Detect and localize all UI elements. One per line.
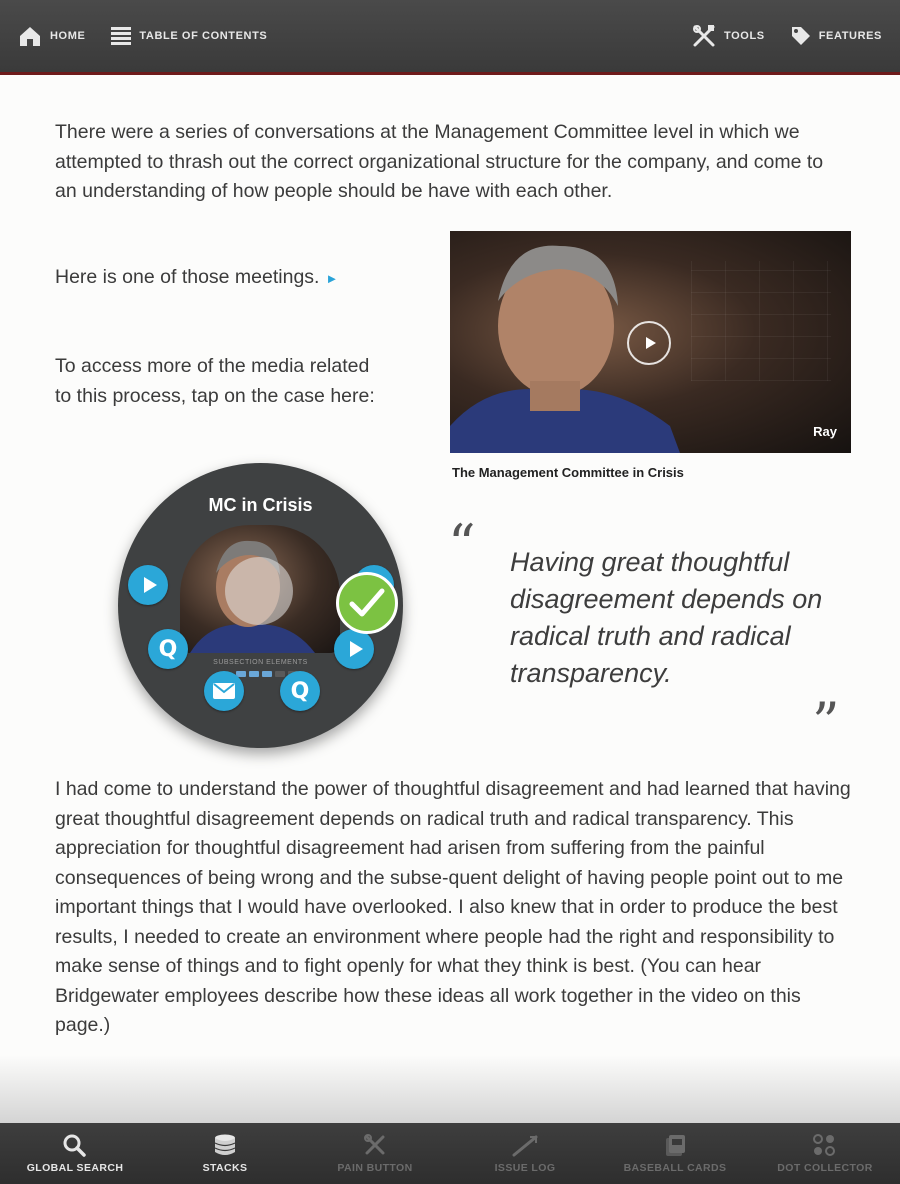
scroll-fade bbox=[0, 1055, 900, 1123]
play-icon bbox=[646, 337, 656, 349]
intro-paragraph: There were a series of conversations at the Management Committee level in which we attempted to thrash out the correct organizational structure for the company, and come to an understanding of how people should be have with each other. bbox=[55, 121, 824, 202]
tools-label: TOOLS bbox=[724, 30, 765, 42]
features-button[interactable] bbox=[791, 26, 882, 46]
tab-label: PAIN BUTTON bbox=[337, 1162, 413, 1174]
list-icon bbox=[111, 27, 131, 45]
top-nav-bar bbox=[0, 0, 900, 75]
open-quote-mark: “ bbox=[448, 513, 476, 576]
tab-label: GLOBAL SEARCH bbox=[26, 1162, 124, 1174]
tools-button[interactable] bbox=[692, 24, 765, 48]
tag-icon bbox=[791, 26, 811, 46]
video-player[interactable] bbox=[450, 231, 851, 453]
envelope-icon bbox=[213, 683, 235, 699]
tab-baseball-cards[interactable] bbox=[600, 1133, 750, 1174]
tab-label: DOT COLLECTOR bbox=[777, 1162, 873, 1174]
table-of-contents-button[interactable] bbox=[111, 27, 267, 45]
toc-label: TABLE OF CONTENTS bbox=[139, 30, 268, 42]
baseball-cards-icon bbox=[663, 1133, 687, 1157]
features-label: FEATURES bbox=[818, 30, 882, 42]
case-subtitle: SUBSECTION ELEMENTS bbox=[213, 659, 308, 666]
quote-icon: Q bbox=[158, 636, 178, 662]
pull-quote: Having great thoughtful disagreement depends on radical truth and radical transparency. bbox=[510, 547, 823, 688]
tab-label: STACKS bbox=[202, 1162, 248, 1174]
home-label: HOME bbox=[50, 30, 86, 42]
home-icon bbox=[18, 25, 42, 47]
portrait-play-overlay bbox=[225, 557, 293, 625]
media-video-button[interactable] bbox=[334, 629, 374, 669]
search-icon bbox=[62, 1133, 88, 1157]
media-quote-button[interactable] bbox=[280, 671, 320, 711]
video-play-button[interactable] bbox=[627, 321, 671, 365]
meeting-link-text[interactable] bbox=[55, 266, 338, 289]
page-dot bbox=[249, 671, 259, 677]
close-quote-mark: ” bbox=[812, 691, 840, 754]
access-media-paragraph: To access more of the media related to this process, tap on the case here: bbox=[55, 355, 375, 407]
page-content bbox=[0, 78, 900, 1123]
bottom-tab-bar bbox=[0, 1123, 900, 1184]
home-button[interactable] bbox=[18, 25, 85, 47]
tab-stacks[interactable] bbox=[150, 1133, 300, 1174]
media-email-button[interactable] bbox=[204, 671, 244, 711]
issue-log-icon bbox=[512, 1133, 538, 1157]
checkmark-icon bbox=[349, 588, 385, 618]
page-dot bbox=[275, 671, 285, 677]
video-speaker-tag: Ray bbox=[813, 424, 837, 439]
tab-issue-log[interactable] bbox=[450, 1133, 600, 1174]
meeting-link-label: Here is one of those meetings. bbox=[55, 266, 320, 288]
pain-button-icon bbox=[363, 1133, 387, 1157]
page-dot bbox=[262, 671, 272, 677]
dot-collector-icon bbox=[812, 1133, 838, 1157]
case-title: MC in Crisis bbox=[208, 495, 313, 515]
quote-icon: Q bbox=[290, 678, 310, 704]
case-portrait bbox=[180, 525, 340, 653]
tools-icon bbox=[692, 24, 716, 48]
play-icon bbox=[144, 577, 157, 593]
play-icon bbox=[350, 641, 363, 657]
stacks-icon bbox=[213, 1133, 237, 1157]
video-caption: The Management Committee in Crisis bbox=[452, 465, 684, 480]
tab-global-search[interactable] bbox=[0, 1133, 150, 1174]
media-video-button[interactable] bbox=[128, 565, 168, 605]
viewed-checkmark-badge bbox=[336, 572, 398, 634]
tab-label: BASEBALL CARDS bbox=[623, 1162, 727, 1174]
tab-label: ISSUE LOG bbox=[494, 1162, 556, 1174]
media-quote-button[interactable] bbox=[148, 629, 188, 669]
tab-dot-collector[interactable] bbox=[750, 1133, 900, 1174]
body-paragraph: I had come to understand the power of thoughtful disagreement and had learned that having great thoughtful disagreement depends on radical truth and radical transparency. This appreciation for thoughtful disagreement had arisen from suffering from the painful consequences of being wrong and the subse-quent delight of having people point out to me important things that I would have overlooked. I also knew that in order to produce the best results, I needed to create an environment where people had the right and responsibility to make sense of things and to fight openly for what they think is best. (You can hear Bridgewater employees describe how these ideas all work together in the video on this page.) bbox=[55, 778, 851, 1036]
tab-pain-button[interactable] bbox=[300, 1133, 450, 1174]
play-arrow-icon[interactable]: ► bbox=[325, 271, 339, 286]
